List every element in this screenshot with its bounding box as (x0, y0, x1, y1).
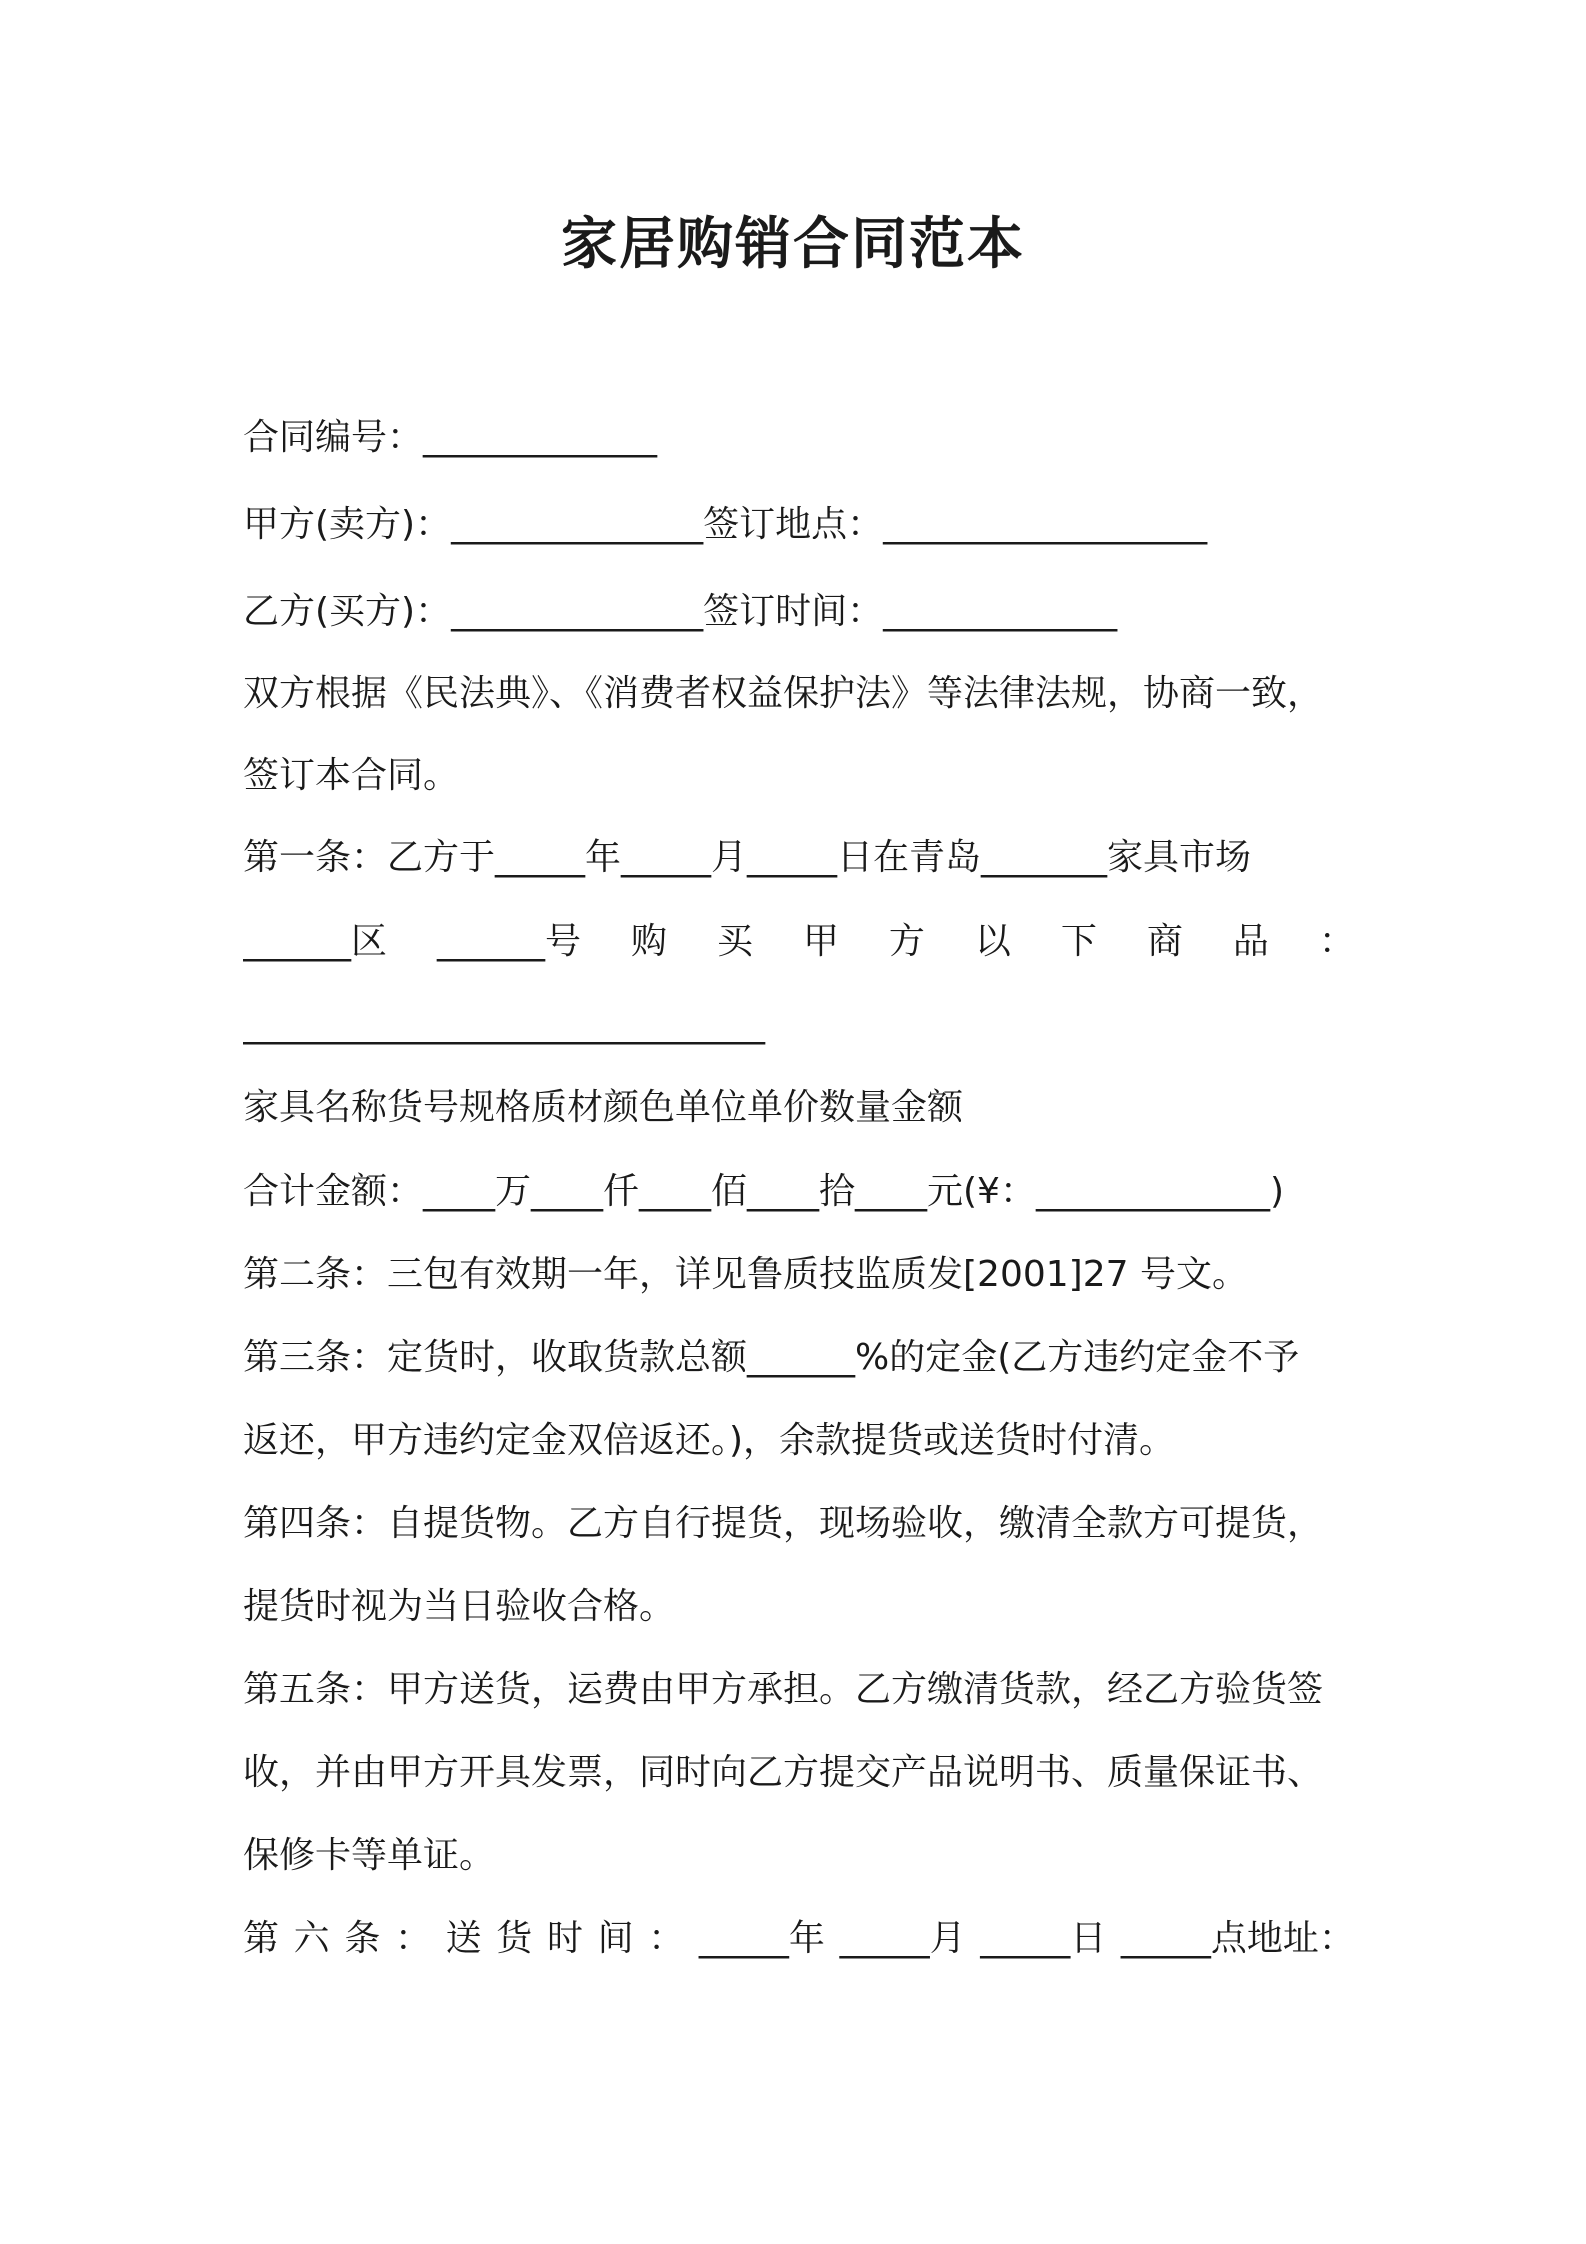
article-6-word: 货 (496, 1918, 533, 1959)
article-6-word: 送 (445, 1918, 482, 1959)
article-6-word: _____点地址： (1120, 1918, 1355, 1959)
goods-blank-line: _____________________________ (243, 1004, 765, 1045)
article-1-word: 买 (716, 921, 753, 962)
buyer-and-date-line: 乙方(买方)：______________签订时间：_____________ (243, 591, 1118, 632)
total-amount-line: 合计金额：____万____仟____佰____拾____元(¥：_____________) (243, 1171, 1284, 1212)
article-1-word: 商 (1146, 921, 1183, 962)
article-1-word: 方 (888, 921, 925, 962)
article-2-line: 第二条：三包有效期一年，详见鲁质技监质发[2001]27 号文。 (243, 1254, 1248, 1295)
article-3-line-2: 返还，甲方违约定金双倍返还。)，余款提货或送货时付清。 (243, 1420, 1176, 1461)
article-1-line-1: 第一条：乙方于_____年_____月_____日在青岛_______家具市场 (243, 837, 1252, 878)
seller-and-place-line: 甲方(卖方)：______________签订地点：__________________ (243, 504, 1208, 545)
article-6-word: 第 (243, 1918, 280, 1959)
article-6-word: 时 (546, 1918, 583, 1959)
article-5-line-2: 收，并由甲方开具发票，同时向乙方提交产品说明书、质量保证书、 (243, 1752, 1324, 1793)
article-4-line-2: 提货时视为当日验收合格。 (243, 1586, 676, 1627)
article-1-word: ： (1318, 921, 1355, 962)
article-6-word: ： (648, 1918, 685, 1959)
article-1-word: ______区 (243, 921, 388, 962)
article-3-line-1: 第三条：定货时，收取货款总额______%的定金(乙方违约定金不予 (243, 1337, 1300, 1378)
article-1-word: 以 (974, 921, 1011, 962)
contract-number-line: 合同编号：_____________ (243, 417, 658, 458)
preamble-line-2: 签订本合同。 (243, 755, 460, 796)
article-6-word: 条 (344, 1918, 381, 1959)
article-1-word: ______号 (436, 921, 581, 962)
article-6-word: 间 (597, 1918, 634, 1959)
article-6-word: _____日 (980, 1918, 1107, 1959)
article-6-word: ： (394, 1918, 431, 1959)
article-6-word: _____月 (839, 1918, 966, 1959)
article-5-line-3: 保修卡等单证。 (243, 1835, 496, 1876)
article-1-word: 品 (1232, 921, 1269, 962)
article-1-word: 下 (1060, 921, 1097, 962)
article-1-word: 甲 (802, 921, 839, 962)
article-6-word: _____年 (698, 1918, 825, 1959)
page-title: 家居购销合同范本 (561, 212, 1025, 277)
article-4-line-1: 第四条：自提货物。乙方自行提货，现场验收，缴清全款方可提货， (243, 1503, 1324, 1544)
article-1-line-2 (243, 912, 1355, 972)
article-6-line (243, 1909, 1355, 1969)
preamble-line-1: 双方根据《民法典》、《消费者权益保护法》等法律法规，协商一致， (243, 673, 1324, 714)
article-6-word: 六 (293, 1918, 330, 1959)
article-5-line-1: 第五条：甲方送货，运费由甲方承担。乙方缴清货款，经乙方验货签 (243, 1669, 1324, 1710)
goods-table-header: 家具名称货号规格质材颜色单位单价数量金额 (243, 1087, 964, 1128)
article-1-word: 购 (630, 921, 667, 962)
